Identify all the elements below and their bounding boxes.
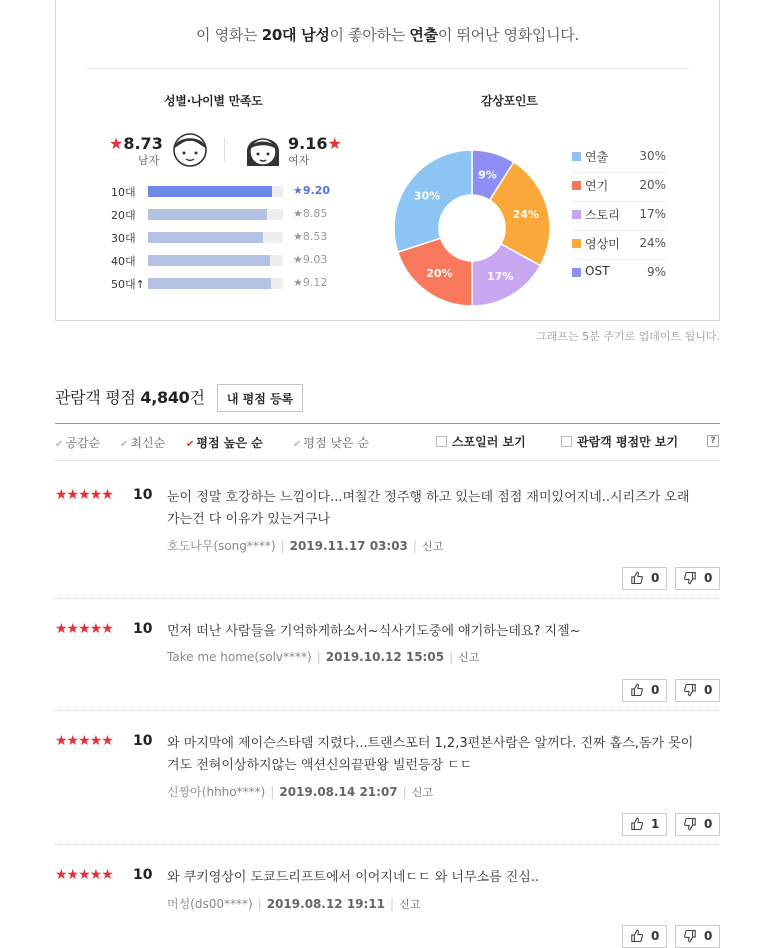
review-text: 와 쿠키영상이 도쿄드리프트에서 이어지네ㄷㄷ 와 너무소름 진심.. — [167, 870, 540, 885]
reviews-title: 관람객 평점 4,840건 — [55, 388, 205, 407]
legend-item — [572, 173, 666, 202]
male-score: ★8.73 — [109, 134, 163, 153]
viewing-points-donut-chart — [392, 148, 552, 308]
legend-swatch — [572, 239, 581, 248]
female-score: 9.16★ — [288, 134, 342, 153]
spoiler-checkbox[interactable]: 스포일러 보기 — [436, 433, 526, 450]
review-author[interactable]: 머성(ds00****) — [167, 897, 253, 911]
review-text: 와 마지막에 제이슨스타뎀 지렸다...트랜스포터 1,2,3편본사람은 알꺼다. 진짜 홉스,돔가 못이겨도 전혀이상하지않는 액션신의끝판왕 빌런등장 ㄷㄷ — [167, 736, 694, 773]
report-link[interactable]: 신고 — [399, 898, 421, 911]
thumbs-down-icon — [684, 683, 696, 697]
sort-low-rating[interactable]: ✔ 평점 낮은 순 — [293, 436, 369, 450]
legend-name: OST — [585, 264, 610, 278]
age-bar — [148, 209, 267, 220]
dislike-button[interactable]: 0 — [675, 925, 720, 948]
legend-percent: 9% — [646, 265, 666, 279]
age-score: ★8.85 — [293, 207, 328, 220]
register-rating-button[interactable]: 내 평점 등록 — [217, 384, 303, 412]
gender-divider — [224, 138, 225, 162]
update-note: 그래프는 5분 주기로 업데이트 됩니다. — [536, 330, 720, 343]
legend-name: 영상미 — [585, 237, 620, 251]
check-icon: ✔ — [120, 439, 129, 450]
male-label: 남자 — [138, 154, 160, 167]
age-score: ★9.12 — [293, 276, 328, 289]
age-label: 50대↑ — [111, 278, 145, 291]
legend-swatch — [572, 152, 581, 161]
female-label: 여자 — [288, 154, 310, 167]
review-meta: 호도나무(song****) | 2019.11.17 03:03 | 신고 — [167, 539, 444, 553]
legend-name: 연기 — [585, 179, 609, 193]
rating-stars-icon: ★★★★★ — [55, 733, 113, 749]
age-score: ★9.03 — [293, 253, 328, 266]
review-meta: Take me home(solv****) | 2019.10.12 15:05 | 신고 — [167, 650, 480, 664]
age-bar — [148, 186, 272, 197]
pie-slice-label: 17% — [487, 269, 514, 283]
age-bar — [148, 278, 271, 289]
thumbs-down-icon — [684, 817, 696, 831]
male-avatar-icon — [171, 130, 209, 170]
review-meta: 신짱아(hhho****) | 2019.08.14 21:07 | 신고 — [167, 785, 433, 799]
pie-slice-label: 30% — [413, 189, 441, 203]
legend-item — [572, 202, 666, 231]
legend-swatch — [572, 210, 581, 219]
like-button[interactable]: 0 — [622, 925, 667, 948]
thumbs-up-icon — [631, 683, 643, 697]
legend-swatch — [572, 181, 581, 190]
rating-stars-icon: ★★★★★ — [55, 621, 113, 637]
thumbs-up-icon — [631, 571, 643, 585]
age-label: 10대 — [111, 186, 136, 199]
age-label: 20대 — [111, 209, 136, 222]
dislike-button[interactable]: 0 — [675, 813, 720, 836]
age-bar-track — [148, 255, 283, 266]
legend-swatch — [572, 268, 581, 277]
review-score: 10 — [133, 867, 153, 883]
check-icon: ✔ — [55, 439, 64, 450]
review-date: 2019.08.12 19:11 — [266, 897, 386, 911]
report-link[interactable]: 신고 — [411, 786, 433, 799]
review-text: 먼저 떠난 사람들을 기억하게하소서~식사기도중에 얘기하는데요? 지젤~ — [167, 624, 581, 639]
thumbs-up-icon — [631, 817, 643, 831]
age-score: ★9.20 — [293, 184, 331, 197]
review-date: 2019.10.12 15:05 — [325, 650, 445, 664]
review-author[interactable]: 호도나무(song****) — [167, 539, 276, 553]
sort-high-rating[interactable]: ✔ 평점 높은 순 — [186, 436, 263, 450]
report-link[interactable]: 신고 — [421, 540, 444, 553]
star-icon: ★ — [293, 207, 303, 220]
like-button[interactable]: 0 — [622, 567, 667, 590]
star-icon: ★ — [293, 230, 303, 243]
pie-slice-label: 9% — [478, 168, 497, 182]
thumbs-down-icon — [684, 571, 696, 585]
checkbox-box[interactable] — [561, 436, 572, 447]
sort-sympathy[interactable]: ✔ 공감순 — [55, 436, 101, 450]
like-button[interactable]: 1 — [622, 813, 667, 836]
legend-percent: 24% — [639, 236, 666, 250]
report-link[interactable]: 신고 — [458, 651, 480, 664]
legend-percent: 30% — [639, 149, 666, 163]
review-divider — [55, 598, 720, 599]
review-divider — [55, 710, 720, 711]
summary-sentence: 이 영화는 20대 남성이 좋아하는 연출이 뛰어난 영화입니다. — [196, 26, 579, 44]
star-icon: ★ — [293, 184, 303, 197]
star-icon: ★ — [293, 253, 303, 266]
review-score: 10 — [133, 733, 153, 749]
satisfaction-title: 성별·나이별 만족도 — [164, 94, 263, 108]
review-text: 눈이 정말 호강하는 느낌이다...며칠간 정주행 하고 있는데 점점 재미있어지네..시리즈가 오래가는건 다 이유가 있는거구나 — [167, 490, 690, 527]
review-author[interactable]: 신짱아(hhho****) — [167, 785, 266, 799]
age-bar — [148, 232, 263, 243]
female-avatar-icon — [244, 130, 282, 170]
summary-divider — [86, 68, 689, 69]
review-divider — [55, 844, 720, 845]
age-bar-track — [148, 278, 283, 289]
legend-item — [572, 144, 666, 173]
check-icon: ✔ — [293, 439, 302, 450]
pie-slice-label: 24% — [512, 208, 539, 222]
pie-title: 감상포인트 — [481, 94, 538, 108]
dislike-button[interactable]: 0 — [675, 567, 720, 590]
dislike-button[interactable]: 0 — [675, 679, 720, 702]
help-icon[interactable]: ? — [707, 435, 719, 447]
review-author[interactable]: Take me home(solv****) — [167, 650, 312, 664]
rating-stars-icon: ★★★★★ — [55, 867, 113, 883]
sort-bar — [55, 423, 720, 461]
age-label: 30대 — [111, 232, 136, 245]
audience-only-checkbox[interactable]: 관람객 평점만 보기 — [561, 433, 678, 450]
age-bar — [148, 255, 270, 266]
checkbox-box[interactable] — [436, 436, 447, 447]
legend-name: 스토리 — [585, 208, 620, 222]
legend-name: 연출 — [585, 150, 609, 164]
check-icon: ✔ — [186, 439, 195, 450]
pie-legend — [572, 144, 666, 289]
star-icon: ★ — [293, 276, 303, 289]
age-score: ★8.53 — [293, 230, 328, 243]
review-date: 2019.11.17 03:03 — [289, 539, 408, 553]
thumbs-down-icon — [684, 929, 696, 943]
review-date: 2019.08.14 21:07 — [279, 785, 398, 799]
sort-latest[interactable]: ✔ 최신순 — [120, 436, 166, 450]
stats-panel — [55, 0, 720, 321]
like-button[interactable]: 0 — [622, 679, 667, 702]
review-score: 10 — [133, 487, 153, 503]
review-score: 10 — [133, 621, 153, 637]
age-label: 40대 — [111, 255, 136, 268]
rating-stars-icon: ★★★★★ — [55, 487, 113, 503]
age-bar-track — [148, 186, 283, 197]
pie-slice-label: 20% — [426, 266, 453, 280]
age-bar-track — [148, 232, 283, 243]
legend-percent: 17% — [639, 207, 666, 221]
legend-item — [572, 231, 666, 260]
thumbs-up-icon — [631, 929, 643, 943]
age-bar-track — [148, 209, 283, 220]
review-meta: 머성(ds00****) | 2019.08.12 19:11 | 신고 — [167, 897, 421, 911]
legend-percent: 20% — [639, 178, 666, 192]
legend-item — [572, 260, 666, 289]
